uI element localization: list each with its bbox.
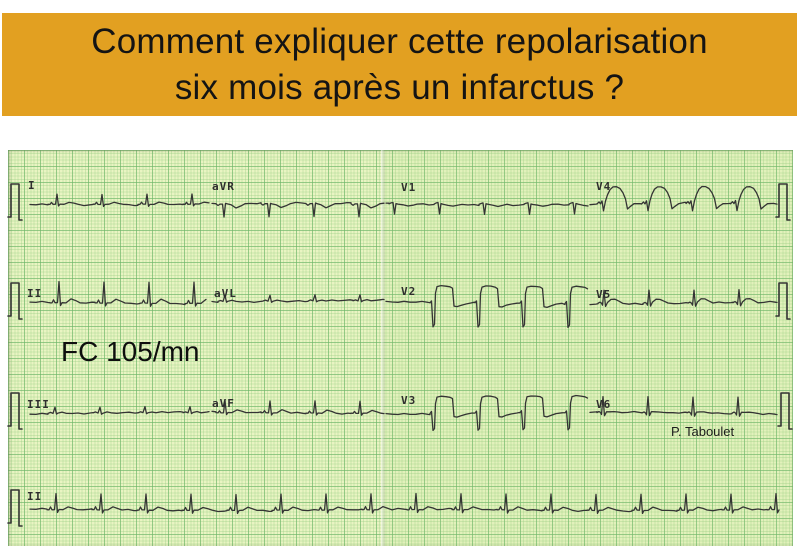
title-line-2: six mois après un infarctus ?	[174, 67, 625, 107]
lead-label-II-row2: II	[27, 287, 43, 300]
paper-crease	[381, 150, 385, 546]
paper-right-tint	[385, 150, 793, 546]
lead-label-V1-row1: V1	[401, 181, 417, 194]
lead-label-II-row4: II	[27, 490, 43, 503]
author-credit: P. Taboulet	[671, 424, 735, 439]
lead-label-aVR-row1: aVR	[212, 180, 235, 193]
lead-label-aVF-row3: aVF	[212, 397, 235, 410]
lead-label-aVL-row2: aVL	[214, 287, 237, 300]
lead-label-III-row3: III	[27, 398, 50, 411]
lead-label-V3-row3: V3	[401, 394, 417, 407]
lead-label-V6-row3: V6	[596, 398, 612, 411]
title-banner	[2, 13, 797, 116]
heart-rate-label: FC 105/mn	[61, 336, 200, 367]
lead-label-I-row1: I	[28, 179, 36, 192]
lead-label-V4-row1: V4	[596, 180, 612, 193]
title-line-1: Comment expliquer cette repolarisation	[91, 21, 708, 61]
lead-label-V2-row2: V2	[401, 285, 417, 298]
lead-label-V5-row2: V5	[596, 288, 612, 301]
